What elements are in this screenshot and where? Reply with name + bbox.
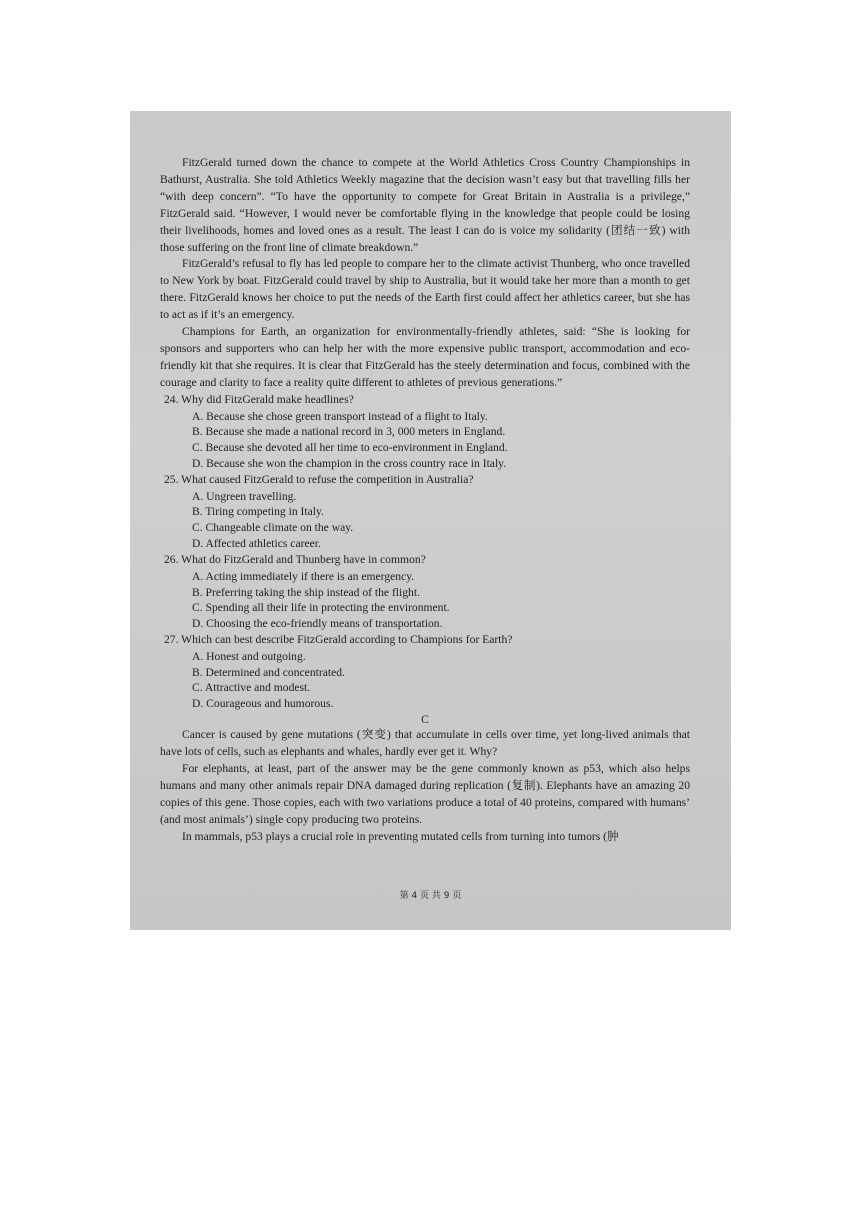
answer-option: C. Changeable climate on the way. [192, 521, 354, 535]
answer-option: A. Acting immediately if there is an emergency. [192, 569, 415, 583]
answer-option: B. Preferring taking the ship instead of the flight. [192, 585, 420, 599]
answer-option: A. Honest and outgoing. [192, 649, 306, 663]
passage-paragraph: Champions for Earth, an organization for environmentally-friendly athletes, said: “She is looking for sponsors and supporters who can help her with the more expensive public transport, accommodation and eco-friendly kit that she requires. It is clear that FitzGerald has the steely determination and focus, combined with the courage and clarity to face a reality quite different to athletes of previous generations.” [160, 325, 690, 389]
page-number-footer: 第 4 页 共 9 页 [399, 891, 462, 901]
passage-paragraph: For elephants, at least, part of the answer may be the gene commonly known as p53, which also helps humans and many other animals repair DNA damaged during replication (复制). Elephants have an amazing 20 copies of this gene. Those copies, each with two variations produce a total of 40 proteins, compared with humans’ (and most animals’) single copy producing two proteins. [160, 761, 690, 826]
answer-option: D. Choosing the eco-friendly means of transportation. [192, 617, 443, 631]
answer-option: C. Because she devoted all her time to eco-environment in England. [192, 441, 508, 455]
passage-paragraph: FitzGerald’s refusal to fly has led people to compare her to the climate activist Thunberg, who once travelled to New York by boat. FitzGerald could travel by ship to Australia, but it would take her more than a month to get there. FitzGerald knows her choice to put the needs of the Earth first could affect her athletics career, but she has to act as if it’s an emergency. [160, 257, 690, 322]
answer-option: D. Because she won the champion in the cross country race in Italy. [192, 456, 507, 470]
question-25 [160, 472, 690, 552]
question-27 [160, 632, 690, 712]
answer-option: C. Spending all their life in protecting the environment. [192, 601, 450, 615]
answer-option: C. Attractive and modest. [192, 681, 311, 695]
question-stem: 24. Why did FitzGerald make headlines? [164, 392, 354, 406]
question-26 [160, 552, 690, 632]
question-stem: 26. What do FitzGerald and Thunberg have in common? [164, 552, 426, 566]
passage-paragraph: In mammals, p53 plays a crucial role in preventing mutated cells from turning into tumors (肿 [182, 829, 619, 843]
answer-option: B. Because she made a national record in 3, 000 meters in England. [192, 425, 506, 439]
answer-option: D. Courageous and humorous. [192, 697, 334, 711]
question-stem: 25. What caused FitzGerald to refuse the competition in Australia? [164, 472, 474, 486]
answer-option: A. Because she chose green transport instead of a flight to Italy. [192, 409, 488, 423]
exam-page-photo [130, 111, 731, 930]
passage-paragraph: FitzGerald turned down the chance to compete at the World Athletics Cross Country Championships in Bathurst, Australia. She told Athletics Weekly magazine that the decision wasn’t easy but that travelling fills her “with deep concern”. “To have the opportunity to compete for Great Britain in Australia is a privilege,” FitzGerald said. “However, I would never be comfortable flying in the knowledge that people could be losing their livelihoods, homes and loved ones as a result. The least I can do is voice my solidarity (团结一致) with those suffering on the front line of climate breakdown.” [160, 156, 690, 254]
section-heading: C [421, 713, 429, 727]
question-24 [160, 392, 690, 472]
answer-option: A. Ungreen travelling. [192, 489, 297, 503]
answer-option: B. Determined and concentrated. [192, 665, 345, 679]
answer-option: B. Tiring competing in Italy. [192, 505, 324, 519]
answer-option: D. Affected athletics career. [192, 537, 321, 551]
page-content [160, 155, 690, 845]
passage-paragraph: Cancer is caused by gene mutations (突变) that accumulate in cells over time, yet long-lived animals that have lots of cells, such as elephants and whales, hardly ever get it. Why? [160, 728, 690, 758]
question-stem: 27. Which can best describe FitzGerald according to Champions for Earth? [164, 632, 513, 646]
